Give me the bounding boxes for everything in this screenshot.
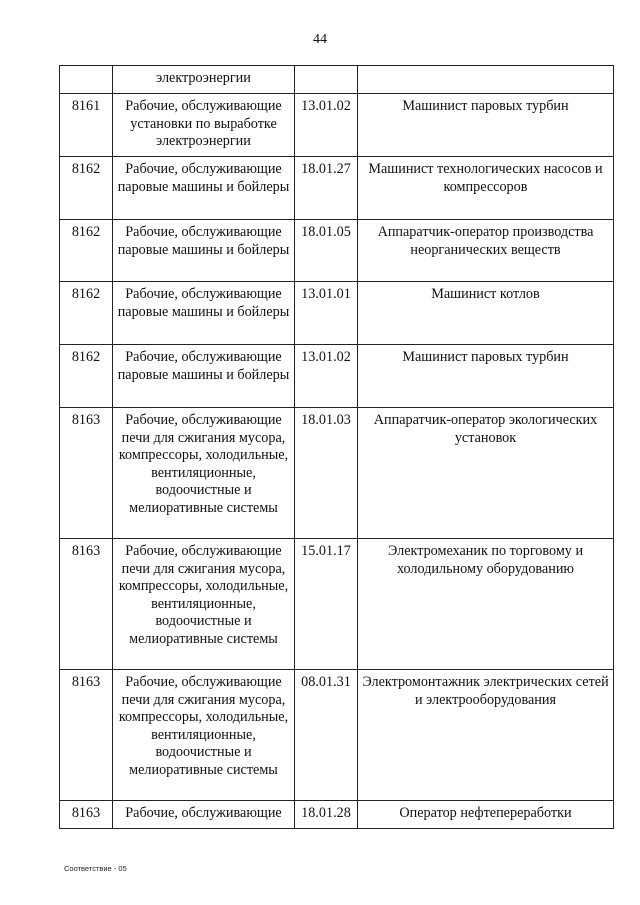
table-row xyxy=(60,539,614,670)
group-cell: Рабочие, обслуживающие печи для сжигания мусора, компрессоры, холодильные, вентиляционные, водоочистные и мелиоративные системы xyxy=(113,539,295,670)
profession-code-cell: 13.01.02 xyxy=(295,94,358,157)
profession-code-cell: 18.01.03 xyxy=(295,408,358,539)
table-row xyxy=(60,408,614,539)
code-cell: 8162 xyxy=(60,282,113,345)
profession-cell: Машинист котлов xyxy=(358,282,614,345)
code-cell: 8163 xyxy=(60,408,113,539)
table-row xyxy=(60,157,614,220)
profession-code-cell: 13.01.02 xyxy=(295,345,358,408)
profession-code-cell: 13.01.01 xyxy=(295,282,358,345)
group-cell: Рабочие, обслуживающие паровые машины и бойлеры xyxy=(113,282,295,345)
profession-cell: Аппаратчик-оператор экологических установок xyxy=(358,408,614,539)
table-row xyxy=(60,220,614,282)
profession-cell: Электромеханик по торговому и холодильному оборудованию xyxy=(358,539,614,670)
code-cell: 8162 xyxy=(60,157,113,220)
profession-cell: Аппаратчик-оператор производства неорганических веществ xyxy=(358,220,614,282)
footer-note: Соответствие - 05 xyxy=(64,864,127,873)
table-row xyxy=(60,66,614,94)
table-row xyxy=(60,345,614,408)
profession-cell: Машинист паровых турбин xyxy=(358,345,614,408)
code-cell xyxy=(60,66,113,94)
code-cell: 8163 xyxy=(60,539,113,670)
group-cell: Рабочие, обслуживающие паровые машины и бойлеры xyxy=(113,345,295,408)
profession-code-cell xyxy=(295,66,358,94)
page-number: 44 xyxy=(313,32,327,47)
profession-cell: Оператор нефтепереработки xyxy=(358,801,614,829)
code-cell: 8161 xyxy=(60,94,113,157)
group-cell: Рабочие, обслуживающие паровые машины и бойлеры xyxy=(113,157,295,220)
group-cell: Рабочие, обслуживающие паровые машины и бойлеры xyxy=(113,220,295,282)
profession-cell: Электромонтажник электрических сетей и электрооборудования xyxy=(358,670,614,801)
table-row xyxy=(60,282,614,345)
profession-code-cell: 08.01.31 xyxy=(295,670,358,801)
profession-code-cell: 18.01.28 xyxy=(295,801,358,829)
group-cell: Рабочие, обслуживающие печи для сжигания мусора, компрессоры, холодильные, вентиляционные, водоочистные и мелиоративные системы xyxy=(113,670,295,801)
profession-code-cell: 18.01.05 xyxy=(295,220,358,282)
profession-cell xyxy=(358,66,614,94)
table-row xyxy=(60,94,614,157)
code-cell: 8163 xyxy=(60,801,113,829)
table-row xyxy=(60,801,614,829)
profession-cell: Машинист паровых турбин xyxy=(358,94,614,157)
profession-code-cell: 15.01.17 xyxy=(295,539,358,670)
table-row xyxy=(60,670,614,801)
code-cell: 8162 xyxy=(60,345,113,408)
code-cell: 8162 xyxy=(60,220,113,282)
group-cell: Рабочие, обслуживающие xyxy=(113,801,295,829)
group-cell: Рабочие, обслуживающие печи для сжигания мусора, компрессоры, холодильные, вентиляционные, водоочистные и мелиоративные системы xyxy=(113,408,295,539)
occupation-table xyxy=(59,65,614,829)
code-cell: 8163 xyxy=(60,670,113,801)
group-cell: электроэнергии xyxy=(113,66,295,94)
profession-code-cell: 18.01.27 xyxy=(295,157,358,220)
profession-cell: Машинист технологических насосов и компрессоров xyxy=(358,157,614,220)
group-cell: Рабочие, обслуживающие установки по выработке электроэнергии xyxy=(113,94,295,157)
